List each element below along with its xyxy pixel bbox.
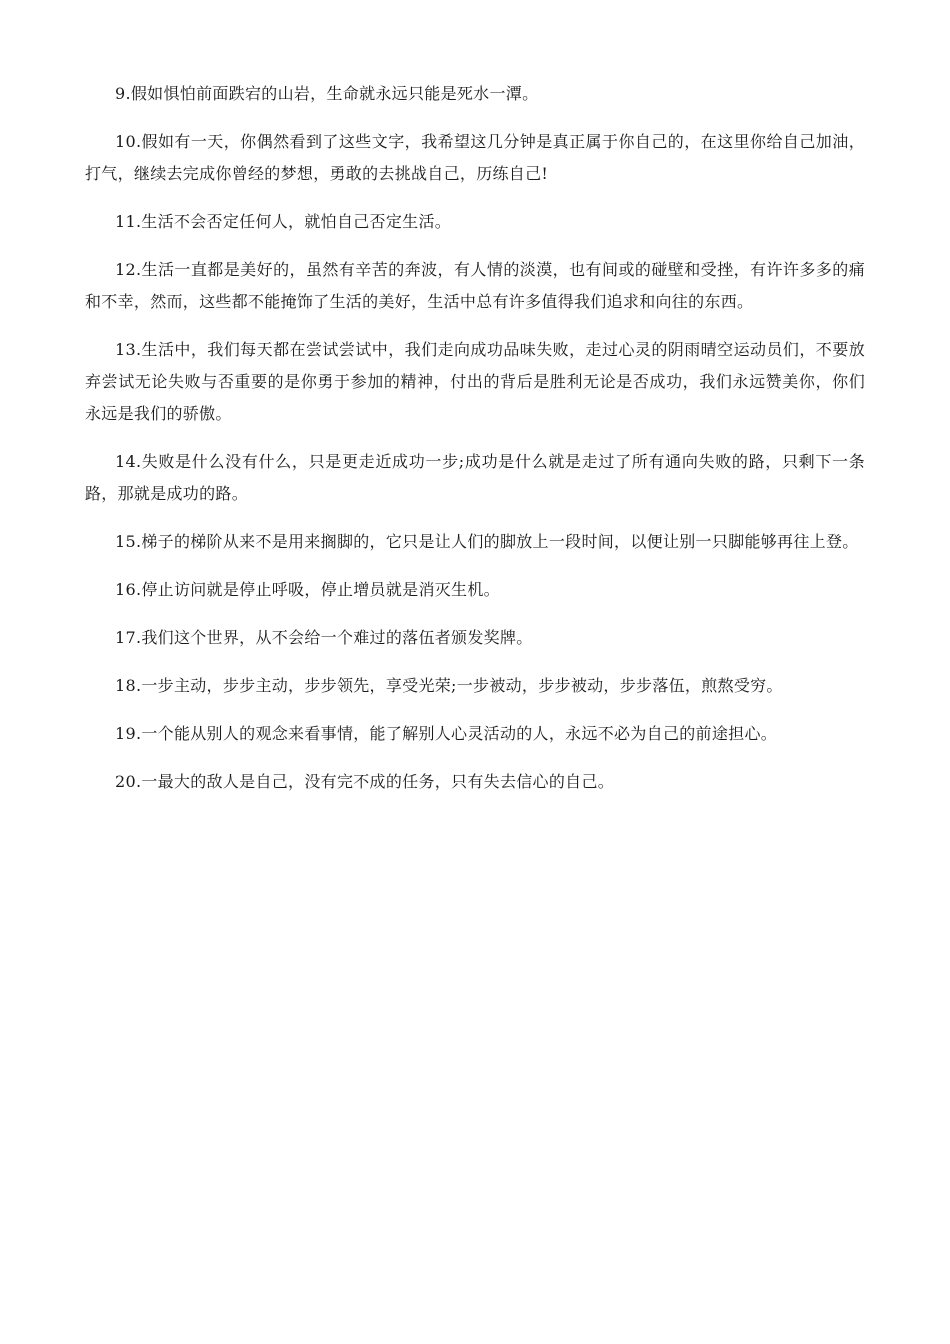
paragraph-12: 12.生活一直都是美好的，虽然有辛苦的奔波，有人情的淡漠，也有间或的碰壁和受挫，有许许多多的痛和不幸，然而，这些都不能掩饰了生活的美好，生活中总有许多值得我们追求和向往的东西。 bbox=[85, 260, 865, 311]
paragraph-20: 20.一最大的敌人是自己，没有完不成的任务，只有失去信心的自己。 bbox=[115, 772, 615, 791]
paragraph-19: 19.一个能从别人的观念来看事情，能了解别人心灵活动的人，永远不必为自己的前途担心。 bbox=[115, 724, 778, 743]
paragraph-15: 15.梯子的梯阶从来不是用来搁脚的，它只是让人们的脚放上一段时间，以便让别一只脚能够再往上登。 bbox=[115, 532, 859, 551]
paragraph-17: 17.我们这个世界，从不会给一个难过的落伍者颁发奖牌。 bbox=[115, 628, 533, 647]
paragraph-18: 18.一步主动，步步主动，步步领先，享受光荣;一步被动，步步被动，步步落伍，煎熬受穷。 bbox=[115, 676, 783, 695]
paragraph-11: 11.生活不会否定任何人，就怕自己否定生活。 bbox=[115, 212, 452, 231]
paragraph-9: 9.假如惧怕前面跌宕的山岩，生命就永远只能是死水一潭。 bbox=[115, 84, 539, 103]
paragraph-10: 10.假如有一天，你偶然看到了这些文字，我希望这几分钟是真正属于你自己的，在这里你给自己加油，打气，继续去完成你曾经的梦想，勇敢的去挑战自己，历练自己! bbox=[85, 132, 865, 183]
document-body bbox=[85, 78, 865, 814]
paragraph-14: 14.失败是什么没有什么，只是更走近成功一步;成功是什么就是走过了所有通向失败的路，只剩下一条路，那就是成功的路。 bbox=[85, 452, 865, 503]
paragraph-13: 13.生活中，我们每天都在尝试尝试中，我们走向成功品味失败，走过心灵的阴雨晴空运动员们，不要放弃尝试无论失败与否重要的是你勇于参加的精神，付出的背后是胜利无论是否成功，我们永远赞美你，你们永远是我们的骄傲。 bbox=[85, 340, 865, 423]
paragraph-16: 16.停止访问就是停止呼吸，停止增员就是消灭生机。 bbox=[115, 580, 500, 599]
